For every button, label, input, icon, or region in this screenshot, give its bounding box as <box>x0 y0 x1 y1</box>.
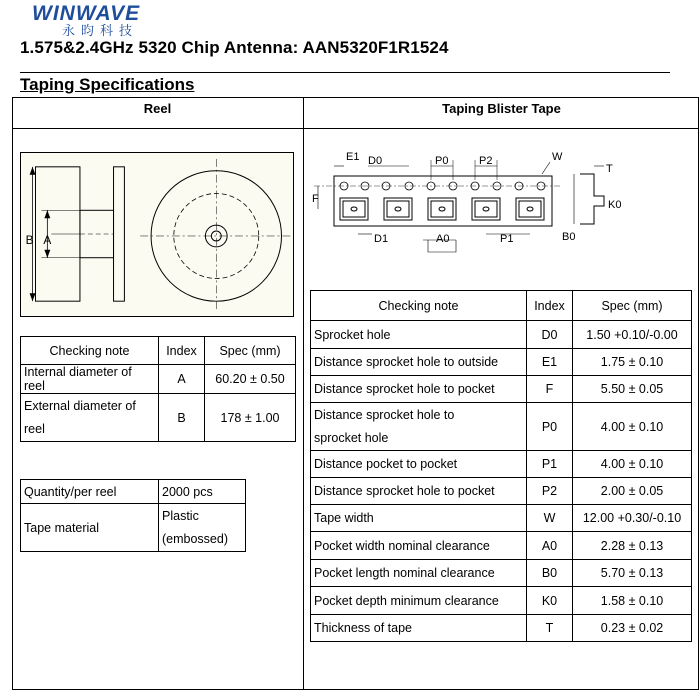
tape-row-spec: 2.00 ± 0.05 <box>573 478 692 505</box>
tape-row-note: Distance sprocket hole to pocket <box>311 376 527 403</box>
table-header-row <box>21 337 296 365</box>
header-index: Index <box>527 291 573 321</box>
tape-row-spec: 5.70 ± 0.13 <box>573 560 692 587</box>
reel-row-index: A <box>159 365 205 394</box>
tape-row-spec: 2.28 ± 0.13 <box>573 532 692 560</box>
tape-row-index: P1 <box>527 451 573 478</box>
tape-row-note: Thickness of tape <box>311 615 527 642</box>
table-row <box>311 376 692 403</box>
header-checking-note: Checking note <box>311 291 527 321</box>
tape-row-index: T <box>527 615 573 642</box>
table-row <box>21 504 246 552</box>
tape-row-index: E1 <box>527 349 573 376</box>
table-row <box>21 365 296 394</box>
logo-wordmark: WINWAVE <box>32 2 141 25</box>
tape-row-index: F <box>527 376 573 403</box>
tape-label-a0: A0 <box>436 233 450 245</box>
reel-row-note: External diameter of reel <box>21 394 159 442</box>
tape-label-p0: P0 <box>435 155 449 167</box>
header-spec: Spec (mm) <box>205 337 296 365</box>
tape-row-spec: 1.50 +0.10/-0.00 <box>573 321 692 349</box>
tape-row-index: P0 <box>527 403 573 451</box>
carrier-tape-drawing <box>310 150 692 258</box>
header-spec: Spec (mm) <box>573 291 692 321</box>
tape-row-index: D0 <box>527 321 573 349</box>
table-row <box>311 321 692 349</box>
tape-label-f: F <box>312 193 319 205</box>
tape-row-note: Pocket depth minimum clearance <box>311 587 527 615</box>
tape-spec-table <box>310 290 692 642</box>
tape-label-p2: P2 <box>479 155 493 167</box>
table-row <box>311 505 692 532</box>
reel-column-header: Reel <box>143 101 172 116</box>
tape-label-w: W <box>552 151 563 163</box>
packing-label: Tape material <box>21 504 159 552</box>
tape-row-index: P2 <box>527 478 573 505</box>
reel-dim-b-label: B <box>25 232 34 247</box>
tape-row-spec: 5.50 ± 0.05 <box>573 376 692 403</box>
tape-row-note: Distance pocket to pocket <box>311 451 527 478</box>
winwave-logo <box>32 2 187 38</box>
title-divider <box>20 72 670 73</box>
tape-label-d0: D0 <box>368 155 383 167</box>
tape-row-note: Pocket length nominal clearance <box>311 560 527 587</box>
tape-label-p1: P1 <box>500 233 514 245</box>
table-row <box>311 615 692 642</box>
header-checking-note: Checking note <box>21 337 159 365</box>
reel-row-spec: 178 ± 1.00 <box>205 394 296 442</box>
tape-label-b0: B0 <box>562 231 576 243</box>
table-row <box>311 451 692 478</box>
tape-label-k0: K0 <box>608 199 622 211</box>
table-row <box>21 394 296 442</box>
tape-row-note: Distance sprocket hole to outside <box>311 349 527 376</box>
logo-subtitle: 永昀科技 <box>62 24 139 38</box>
tape-label-e1: E1 <box>346 151 360 163</box>
tape-row-spec: 4.00 ± 0.10 <box>573 451 692 478</box>
table-row <box>311 532 692 560</box>
table-row <box>311 403 692 451</box>
reel-dim-a-label: A <box>43 232 52 247</box>
packing-value: 2000 pcs <box>159 480 246 504</box>
table-row <box>21 480 246 504</box>
reel-row-spec: 60.20 ± 0.50 <box>205 365 296 394</box>
tape-row-spec: 1.75 ± 0.10 <box>573 349 692 376</box>
table-row <box>311 560 692 587</box>
column-divider <box>303 97 304 690</box>
reel-drawing <box>20 152 294 317</box>
section-title: Taping Specifications <box>20 75 195 94</box>
reel-spec-table <box>20 336 296 442</box>
tape-row-spec: 0.23 ± 0.02 <box>573 615 692 642</box>
tape-row-index: K0 <box>527 587 573 615</box>
table-row <box>311 587 692 615</box>
tape-row-spec: 1.58 ± 0.10 <box>573 587 692 615</box>
tape-row-spec: 12.00 +0.30/-0.10 <box>573 505 692 532</box>
reel-row-note: Internal diameter of reel <box>21 365 159 394</box>
tape-row-note: Distance sprocket hole to pocket <box>311 478 527 505</box>
tape-row-note: Tape width <box>311 505 527 532</box>
tape-row-spec: 4.00 ± 0.10 <box>573 403 692 451</box>
packing-value: Plastic (embossed) <box>159 504 246 552</box>
tape-row-note: Sprocket hole <box>311 321 527 349</box>
packing-table <box>20 479 246 552</box>
document-title: 1.575&2.4GHz 5320 Chip Antenna: AAN5320F1R1524 <box>20 38 449 57</box>
packing-label: Quantity/per reel <box>21 480 159 504</box>
reel-row-index: B <box>159 394 205 442</box>
tape-label-d1: D1 <box>374 233 389 245</box>
tape-row-index: W <box>527 505 573 532</box>
tape-row-index: B0 <box>527 560 573 587</box>
table-row <box>311 478 692 505</box>
tape-label-t: T <box>606 163 613 175</box>
tape-row-note: Pocket width nominal clearance <box>311 532 527 560</box>
tape-row-note: Distance sprocket hole to sprocket hole <box>311 403 527 451</box>
tape-row-index: A0 <box>527 532 573 560</box>
header-index: Index <box>159 337 205 365</box>
tape-column-header: Taping Blister Tape <box>442 101 561 116</box>
table-header-row <box>311 291 692 321</box>
table-row <box>311 349 692 376</box>
